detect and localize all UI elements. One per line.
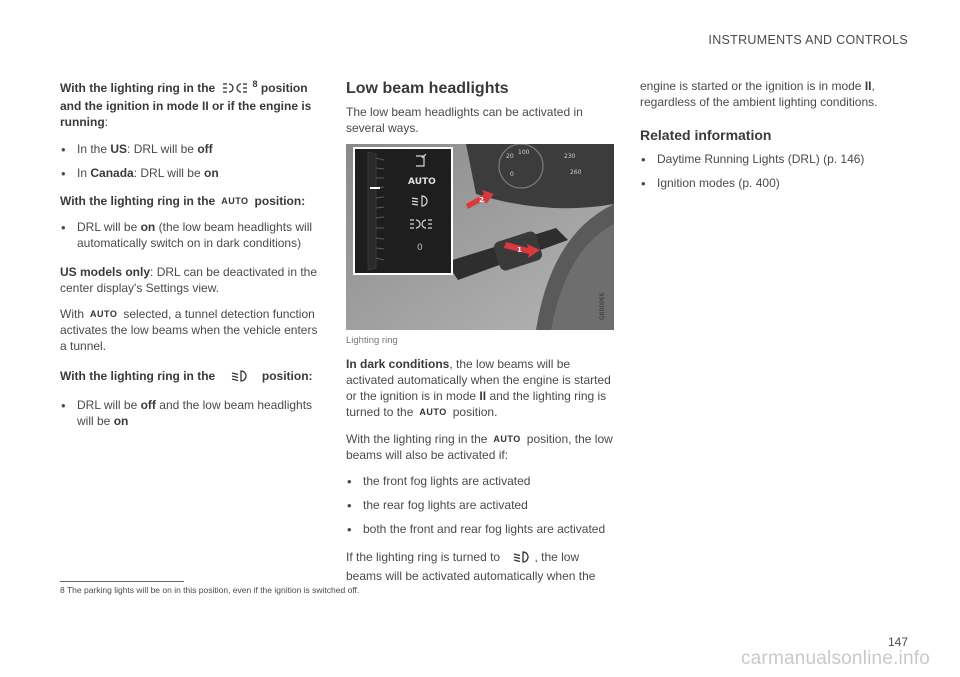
continued-text: engine is started or the ignition is in mode II, regardless of the ambient lighting conditions.	[640, 79, 878, 110]
related-info-heading: Related information	[640, 127, 772, 144]
section-heading: Low beam headlights	[346, 80, 509, 97]
gauge-label: 260	[570, 168, 582, 176]
page-number: 147	[887, 635, 908, 649]
column-3	[640, 78, 902, 204]
auto-symbol: AUTO	[90, 308, 118, 319]
gauge-label: 20	[506, 152, 514, 160]
lighting-ring-illustration	[346, 144, 614, 330]
image-code: G000066	[599, 292, 606, 320]
list-item: • DRL will be on (the low beam headlights will automatically switch on in dark conditions)	[60, 219, 318, 251]
gauge-label: 100	[518, 148, 530, 156]
list-item: • both the front and rear fog lights are activated	[346, 521, 614, 537]
ring-label: AUTO	[408, 176, 436, 187]
parking-light-icon	[222, 82, 248, 98]
auto-symbol: AUTO	[419, 407, 447, 418]
list-item: • the front fog lights are activated	[346, 473, 614, 489]
auto-symbol: AUTO	[493, 433, 521, 444]
gauge-label: 230	[564, 152, 576, 160]
footnote: 8 The parking lights will be on in this position, even if the ignition is switched off.	[60, 585, 360, 595]
low-beam-turn-text: If the lighting ring is turned to , the low beams will be activated automatically when the	[346, 550, 596, 583]
drl-auto-position-heading: With the lighting ring in the AUTO position:	[60, 193, 306, 208]
figure-caption: Lighting ring	[346, 334, 398, 346]
section-intro: The low beam headlights can be activated in several ways.	[346, 104, 583, 135]
column-1	[60, 78, 318, 441]
fog-condition-text: With the lighting ring in the AUTO position, the low beams will also be activated if:	[346, 431, 613, 462]
tunnel-detection-text: With AUTO selected, a tunnel detection function activates the low beams when the vehicle enters a tunnel.	[60, 306, 318, 354]
related-link-ignition-modes[interactable]: • Ignition modes (p. 400)	[640, 175, 902, 191]
lighting-ring-figure	[346, 144, 614, 330]
low-beam-icon	[231, 370, 247, 386]
list-item: • In Canada: DRL will be on	[60, 165, 318, 181]
us-models-note: US models only: DRL can be deactivated in the center display's Settings view.	[60, 264, 318, 295]
drl-auto-list	[60, 219, 318, 251]
drl-lowbeam-list	[60, 397, 318, 429]
footnote-ref[interactable]: 8	[252, 79, 258, 89]
related-info-list	[640, 151, 902, 191]
list-item: • DRL will be off and the low beam headlights will be on	[60, 397, 318, 429]
footnote-divider	[60, 581, 184, 582]
column-2	[346, 78, 614, 594]
fog-light-list	[346, 473, 614, 538]
arrow-number: 1	[517, 245, 522, 254]
running-header: INSTRUMENTS AND CONTROLS	[708, 33, 908, 47]
gauge-label: 0	[510, 170, 514, 178]
list-item: • In the US: DRL will be off	[60, 141, 318, 157]
drl-parking-position-heading: With the lighting ring in the $^8$ position and the ignition in mode II or if the engine is running:	[60, 79, 312, 130]
dark-conditions-text: In dark conditions, the low beams will be activated automatically when the engine is started or the ignition is in mode II and the lighting ring is turned to the AUTO position.	[346, 356, 611, 420]
ring-label: 0	[417, 242, 423, 253]
auto-symbol: AUTO	[221, 195, 249, 206]
low-beam-icon	[513, 551, 529, 567]
list-item: • the rear fog lights are activated	[346, 497, 614, 513]
watermark: carmanualsonline.info	[740, 648, 930, 669]
drl-parking-list	[60, 141, 318, 181]
related-link-drl[interactable]: • Daytime Running Lights (DRL) (p. 146)	[640, 151, 902, 167]
arrow-number: 2	[479, 195, 484, 204]
drl-lowbeam-position-heading: With the lighting ring in the position:	[60, 368, 318, 386]
